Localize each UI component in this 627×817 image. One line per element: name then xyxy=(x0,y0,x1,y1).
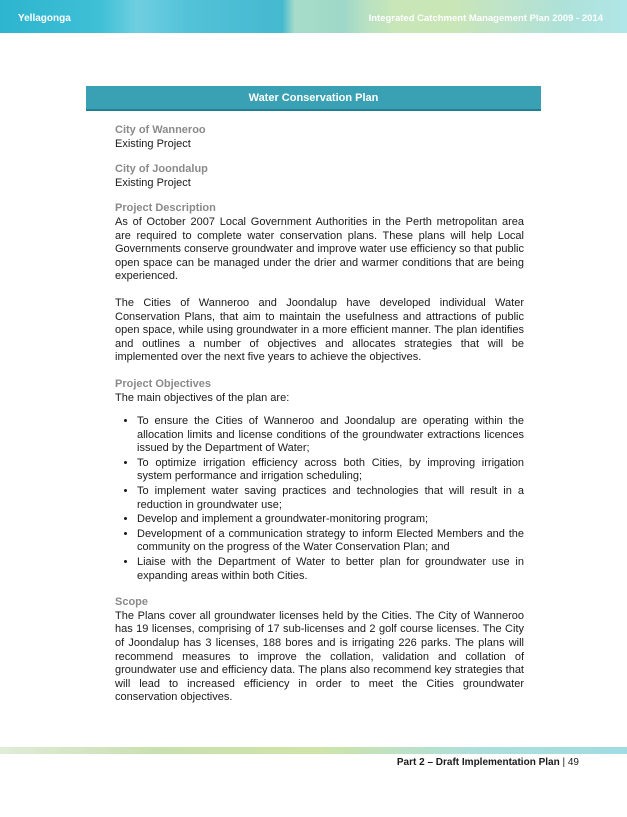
page-number: 49 xyxy=(567,757,579,768)
scope-paragraph: The Plans cover all groundwater licenses held by the Cities. The City of Wanneroo has 19 licenses, comprising of 17 sub-licenses and 2 golf course licenses. The City of Joondalup has 3 licenses, 188 bores and is irrigating 226 parks. The plans will recommend measures to improve the collation, validation and collation of groundwater use and efficiency data. The plans also recommend key strategies that will lead to increased efficiency in order to meet the Cities groundwater conservation objectives. xyxy=(115,609,524,704)
description-paragraph-2: The Cities of Wanneroo and Joondalup have developed individual Water Conservation Plans, that aim to maintain the usefulness and attractions of public open space, while using groundwater in a more efficient manner. The plan identifies and outlines a number of objectives and allocates strategies that will be implemented over the next five years to achieve the objectives. xyxy=(115,296,524,364)
list-item: • Liaise with the Department of Water to better plan for groundwater use in expanding areas within both Cities. xyxy=(137,556,524,583)
scope-heading: Scope xyxy=(115,596,149,609)
joondalup-heading: City of Joondalup xyxy=(115,163,208,176)
section-title: Water Conservation Plan xyxy=(248,91,379,104)
footer-section: Part 2 – Draft Implementation Plan xyxy=(396,757,560,768)
list-item: • To ensure the Cities of Wanneroo and Joondalup are operating within the allocation limits and license conditions of the groundwater extractions licences issued by the Department of Water; xyxy=(137,415,524,456)
list-item: • Development of a communication strategy to inform Elected Members and the community on the progress of the Water Conservation Plan; and xyxy=(137,528,524,555)
footer-page-label xyxy=(397,757,579,768)
objectives-list xyxy=(115,415,524,583)
description-paragraph-1: As of October 2007 Local Government Authorities in the Perth metropolitan area are required to complete water conservation plans. These plans will help Local Governments conserve groundwater and improve water use efficiency so that public open space can be managed under the drier and warmer conditions that are being experienced. xyxy=(115,215,524,283)
joondalup-status: Existing Project xyxy=(115,176,191,189)
page-content xyxy=(115,124,524,718)
wanneroo-status: Existing Project xyxy=(115,137,191,150)
list-item: • Develop and implement a groundwater-monitoring program; xyxy=(137,513,524,527)
list-item: • To implement water saving practices and technologies that will result in a reduction in groundwater use; xyxy=(137,485,524,512)
list-item: • To optimize irrigation efficiency across both Cities, by improving irrigation system performance and irrigation scheduling; xyxy=(137,457,524,484)
header-left-title: Yellagonga xyxy=(18,13,71,24)
objectives-intro: The main objectives of the plan are: xyxy=(115,391,290,404)
section-title-bar xyxy=(86,86,541,111)
header-right-title: Integrated Catchment Management Plan 2009 - 2014 xyxy=(368,13,603,24)
footer-separator: | xyxy=(562,757,566,768)
footer-band xyxy=(0,747,627,754)
objectives-heading: Project Objectives xyxy=(115,377,211,390)
wanneroo-heading: City of Wanneroo xyxy=(115,124,206,136)
description-heading: Project Description xyxy=(115,202,216,215)
